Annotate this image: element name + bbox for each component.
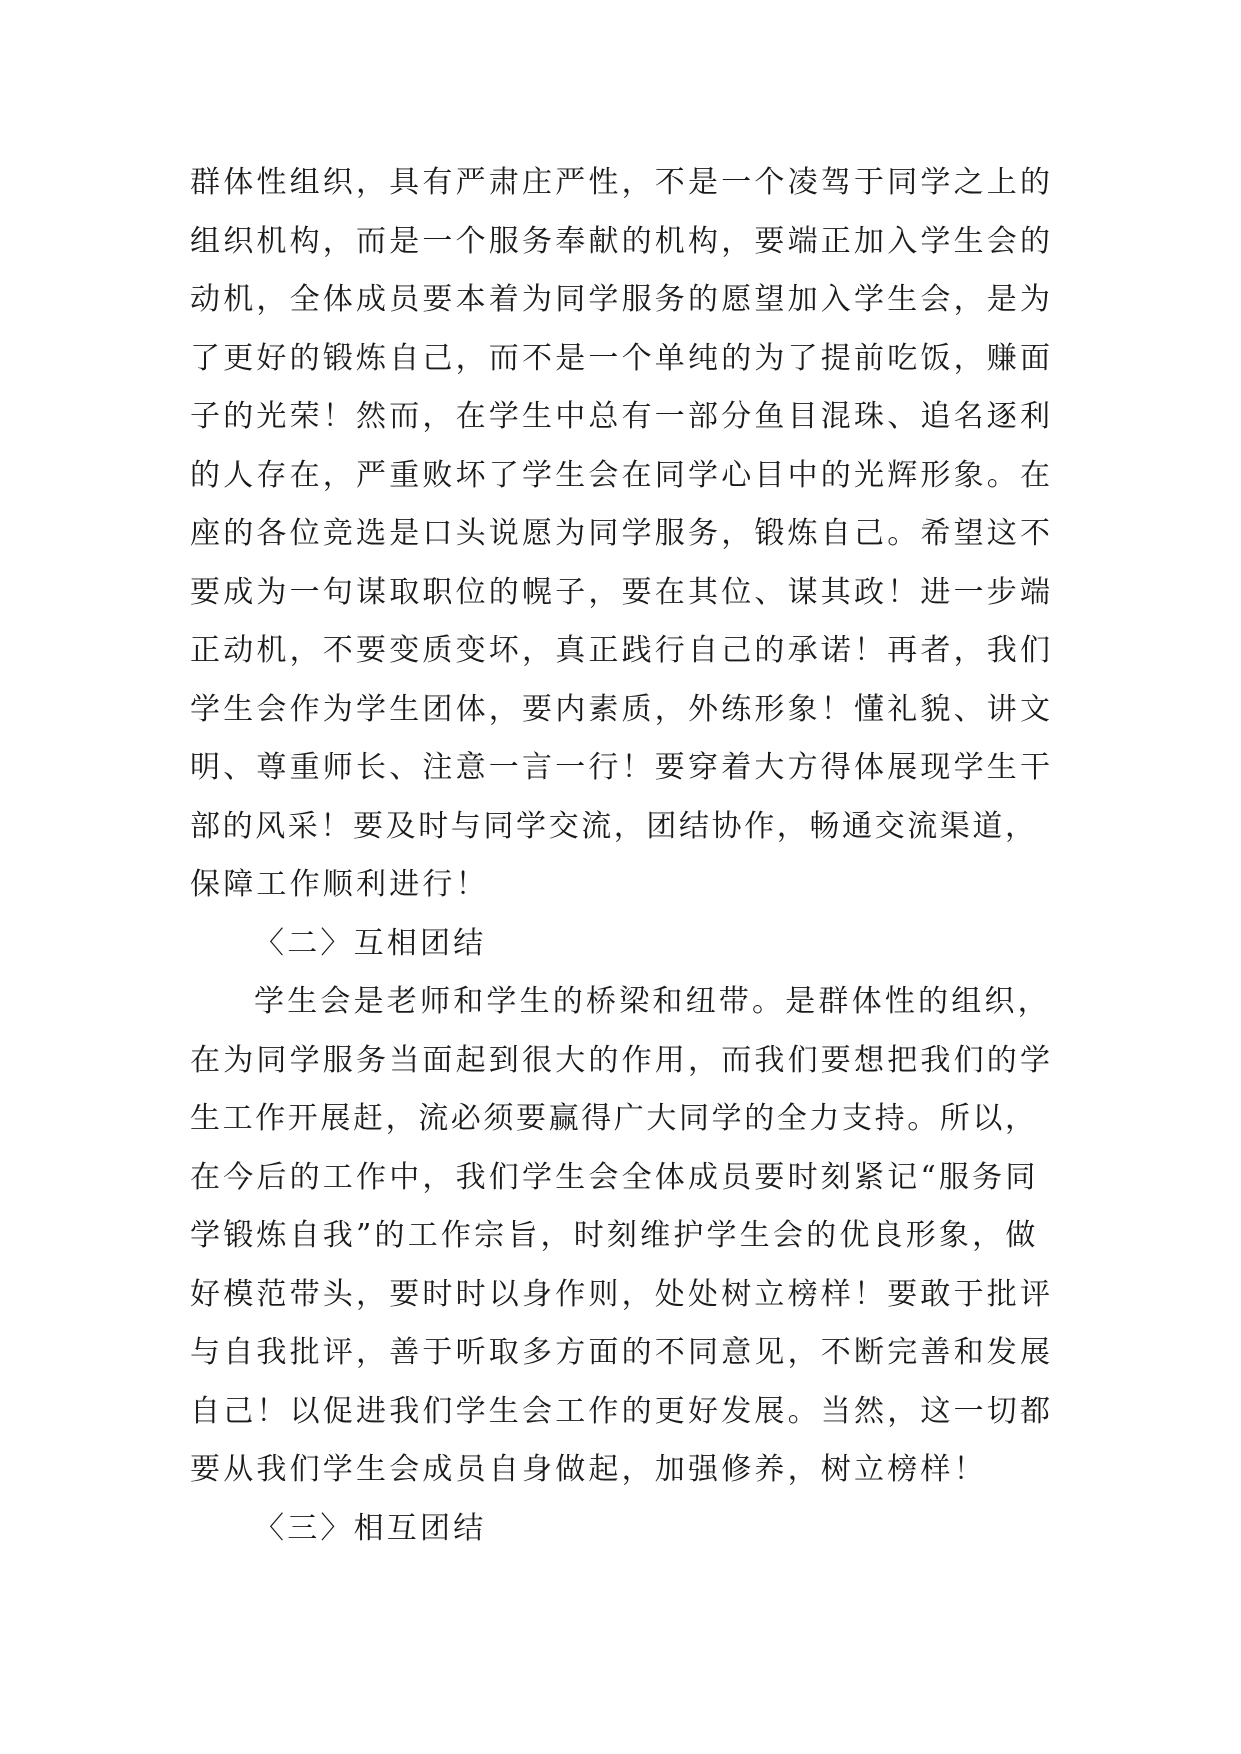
text-line: 生工作开展赶，流必须要赢得广大同学的全力支持。所以， [190, 1101, 1038, 1136]
text-line: 学生会作为学生团体，要内素质，外练形象！懂礼貌、讲文 [190, 691, 1054, 727]
text-line: 学生会是老师和学生的桥梁和纽带。是群体性的组织， [254, 984, 1051, 1019]
document-body [190, 154, 1070, 1558]
text-line: 座的各位竞选是口头说愿为同学服务，锻炼自己。希望这不 [190, 516, 1054, 551]
paragraph-block-1 [190, 154, 1070, 915]
paragraph-block-2 [190, 973, 1070, 1500]
text-line: 正动机，不要变质变坏，真正践行自己的承诺！再者，我们 [190, 633, 1054, 668]
text-line: 自己！以促进我们学生会工作的更好发展。当然，这一切都 [190, 1393, 1054, 1429]
text-line: 要成为一句谋取职位的幌子，要在其位、谋其政！进一步端 [190, 574, 1054, 610]
text-line: 子的光荣！然而，在学生中总有一部分鱼目混珠、追名逐利 [190, 399, 1054, 434]
text-line: 动机，全体成员要本着为同学服务的愿望加入学生会，是为 [190, 282, 1054, 317]
text-line: 明、尊重师长、注意一言一行！要穿着大方得体展现学生干 [190, 750, 1054, 785]
text-line: 组织机构，而是一个服务奉献的机构，要端正加入学生会的 [190, 223, 1054, 259]
section-heading-3: 〈三〉相互团结 [254, 1510, 487, 1546]
text-line: 与自我批评，善于听取多方面的不同意见，不断完善和发展 [190, 1335, 1054, 1370]
text-line: 要从我们学生会成员自身做起，加强修养，树立榜样！ [190, 1452, 987, 1487]
text-line: 学锻炼自我”的工作宗旨，时刻维护学生会的优良形象，做 [190, 1218, 1039, 1253]
text-line: 在为同学服务当面起到很大的作用，而我们要想把我们的学 [190, 1042, 1054, 1078]
text-line: 了更好的锻炼自己，而不是一个单纯的为了提前吃饭，赚面 [190, 340, 1054, 376]
text-line: 的人存在，严重败坏了学生会在同学心目中的光辉形象。在 [190, 457, 1054, 493]
text-line: 群体性组织，具有严肃庄严性，不是一个凌驾于同学之上的 [190, 165, 1054, 200]
text-line: 在今后的工作中，我们学生会全体成员要时刻紧记“服务同 [190, 1159, 1039, 1195]
text-line: 好模范带头，要时时以身作则，处处树立榜样！要敢于批评 [190, 1276, 1054, 1312]
text-line: 保障工作顺利进行！ [190, 867, 489, 902]
text-line: 部的风采！要及时与同学交流，团结协作，畅通交流渠道， [190, 808, 1038, 844]
section-heading-2: 〈二〉互相团结 [254, 925, 487, 961]
